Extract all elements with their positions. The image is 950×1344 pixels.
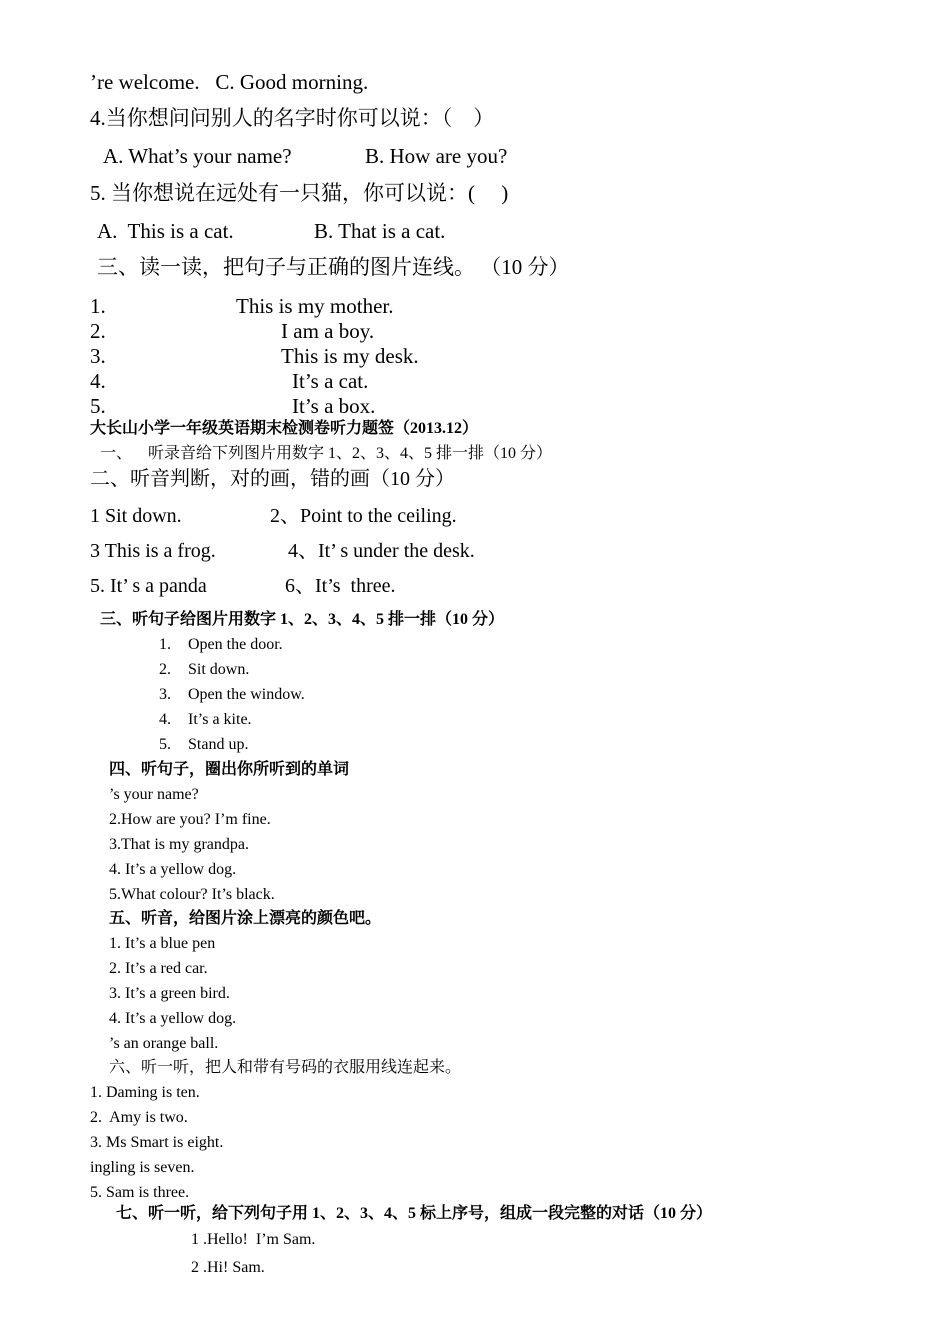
list-item: 4. It’s a yellow dog.	[109, 861, 237, 878]
section2-heading: 二、听音判断，对的画，错的画（10 分）	[90, 468, 455, 490]
section4-heading: 四、听句子，圈出你所听到的单词	[109, 761, 350, 778]
match-item-text: It’s a box.	[292, 394, 376, 418]
match-item-num: 3.	[90, 344, 106, 368]
list-item-num: 2.	[159, 661, 171, 678]
list-item: 3 This is a frog.	[90, 540, 216, 562]
list-item: ingling is seven.	[90, 1159, 195, 1176]
section3-heading: 三、读一读，把句子与正确的图片连线。 （10 分）	[97, 255, 570, 279]
list-item: Stand up.	[188, 736, 249, 753]
list-item: Open the door.	[188, 636, 283, 653]
q5-prompt: 5. 当你想说在远处有一只猫，你可以说：( )	[90, 181, 509, 205]
list-item: 1. Daming is ten.	[90, 1084, 200, 1101]
list-item: 3.That is my grandpa.	[109, 836, 249, 853]
match-item-num: 5.	[90, 394, 106, 418]
list-item: 1 .Hello! I’m Sam.	[191, 1231, 316, 1248]
section7-heading: 七、听一听，给下列句子用 1、2、3、4、5 标上序号，组成一段完整的对话（10 分）	[116, 1205, 713, 1222]
list-item: 1. It’s a blue pen	[109, 935, 216, 952]
list-item-num: 3.	[159, 686, 171, 703]
list-item: 2 .Hi! Sam.	[191, 1259, 265, 1276]
list-item: 6、It’s three.	[285, 575, 396, 597]
q4-option-a: A. What’s your name?	[103, 144, 292, 168]
list-item: 2.How are you? I’m fine.	[109, 811, 271, 828]
section3-listen-heading: 三、听句子给图片用数字 1、2、3、4、5 排一排（10 分）	[100, 611, 505, 628]
q5-option-a: A. This is a cat.	[97, 219, 234, 243]
list-item: Sit down.	[188, 661, 250, 678]
list-item: 3. It’s a green bird.	[109, 985, 230, 1002]
q4-option-b: B. How are you?	[365, 144, 508, 168]
list-item: 3. Ms Smart is eight.	[90, 1134, 224, 1151]
match-item-text: This is my desk.	[281, 344, 419, 368]
match-item-num: 4.	[90, 369, 106, 393]
list-item: 2. Amy is two.	[90, 1109, 188, 1126]
list-item: 4、It’ s under the desk.	[288, 540, 475, 562]
list-item: 4. It’s a yellow dog.	[109, 1010, 237, 1027]
list-item: Open the window.	[188, 686, 305, 703]
section1-heading: 一、 听录音给下列图片用数字 1、2、3、4、5 排一排（10 分）	[100, 445, 553, 462]
list-item: 5. It’ s a panda	[90, 575, 207, 597]
list-item-num: 1.	[159, 636, 171, 653]
list-item: It’s a kite.	[188, 711, 252, 728]
match-item-text: I am a boy.	[281, 319, 375, 343]
match-item-num: 2.	[90, 319, 106, 343]
script-title: 大长山小学一年级英语期末检测卷听力题签（2013.12）	[90, 420, 479, 437]
list-item-num: 5.	[159, 736, 171, 753]
list-item: 1 Sit down.	[90, 505, 182, 527]
list-item: 2. It’s a red car.	[109, 960, 208, 977]
match-item-text: It’s a cat.	[292, 369, 369, 393]
list-item-num: 4.	[159, 711, 171, 728]
list-item: 5.What colour? It’s black.	[109, 886, 275, 903]
list-item: ’s your name?	[109, 786, 199, 803]
list-item: 2、Point to the ceiling.	[270, 505, 457, 527]
list-item: ’s an orange ball.	[109, 1035, 219, 1052]
list-item: 5. Sam is three.	[90, 1184, 190, 1201]
q3-options-tail: ’re welcome. C. Good morning.	[90, 70, 369, 94]
q4-prompt: 4.当你想问问别人的名字时你可以说：（ ）	[90, 106, 495, 130]
q5-option-b: B. That is a cat.	[314, 219, 446, 243]
section6-heading: 六、听一听，把人和带有号码的衣服用线连起来。	[109, 1059, 462, 1076]
match-item-num: 1.	[90, 294, 106, 318]
match-item-text: This is my mother.	[236, 294, 394, 318]
section5-heading: 五、听音，给图片涂上漂亮的颜色吧。	[109, 910, 382, 927]
